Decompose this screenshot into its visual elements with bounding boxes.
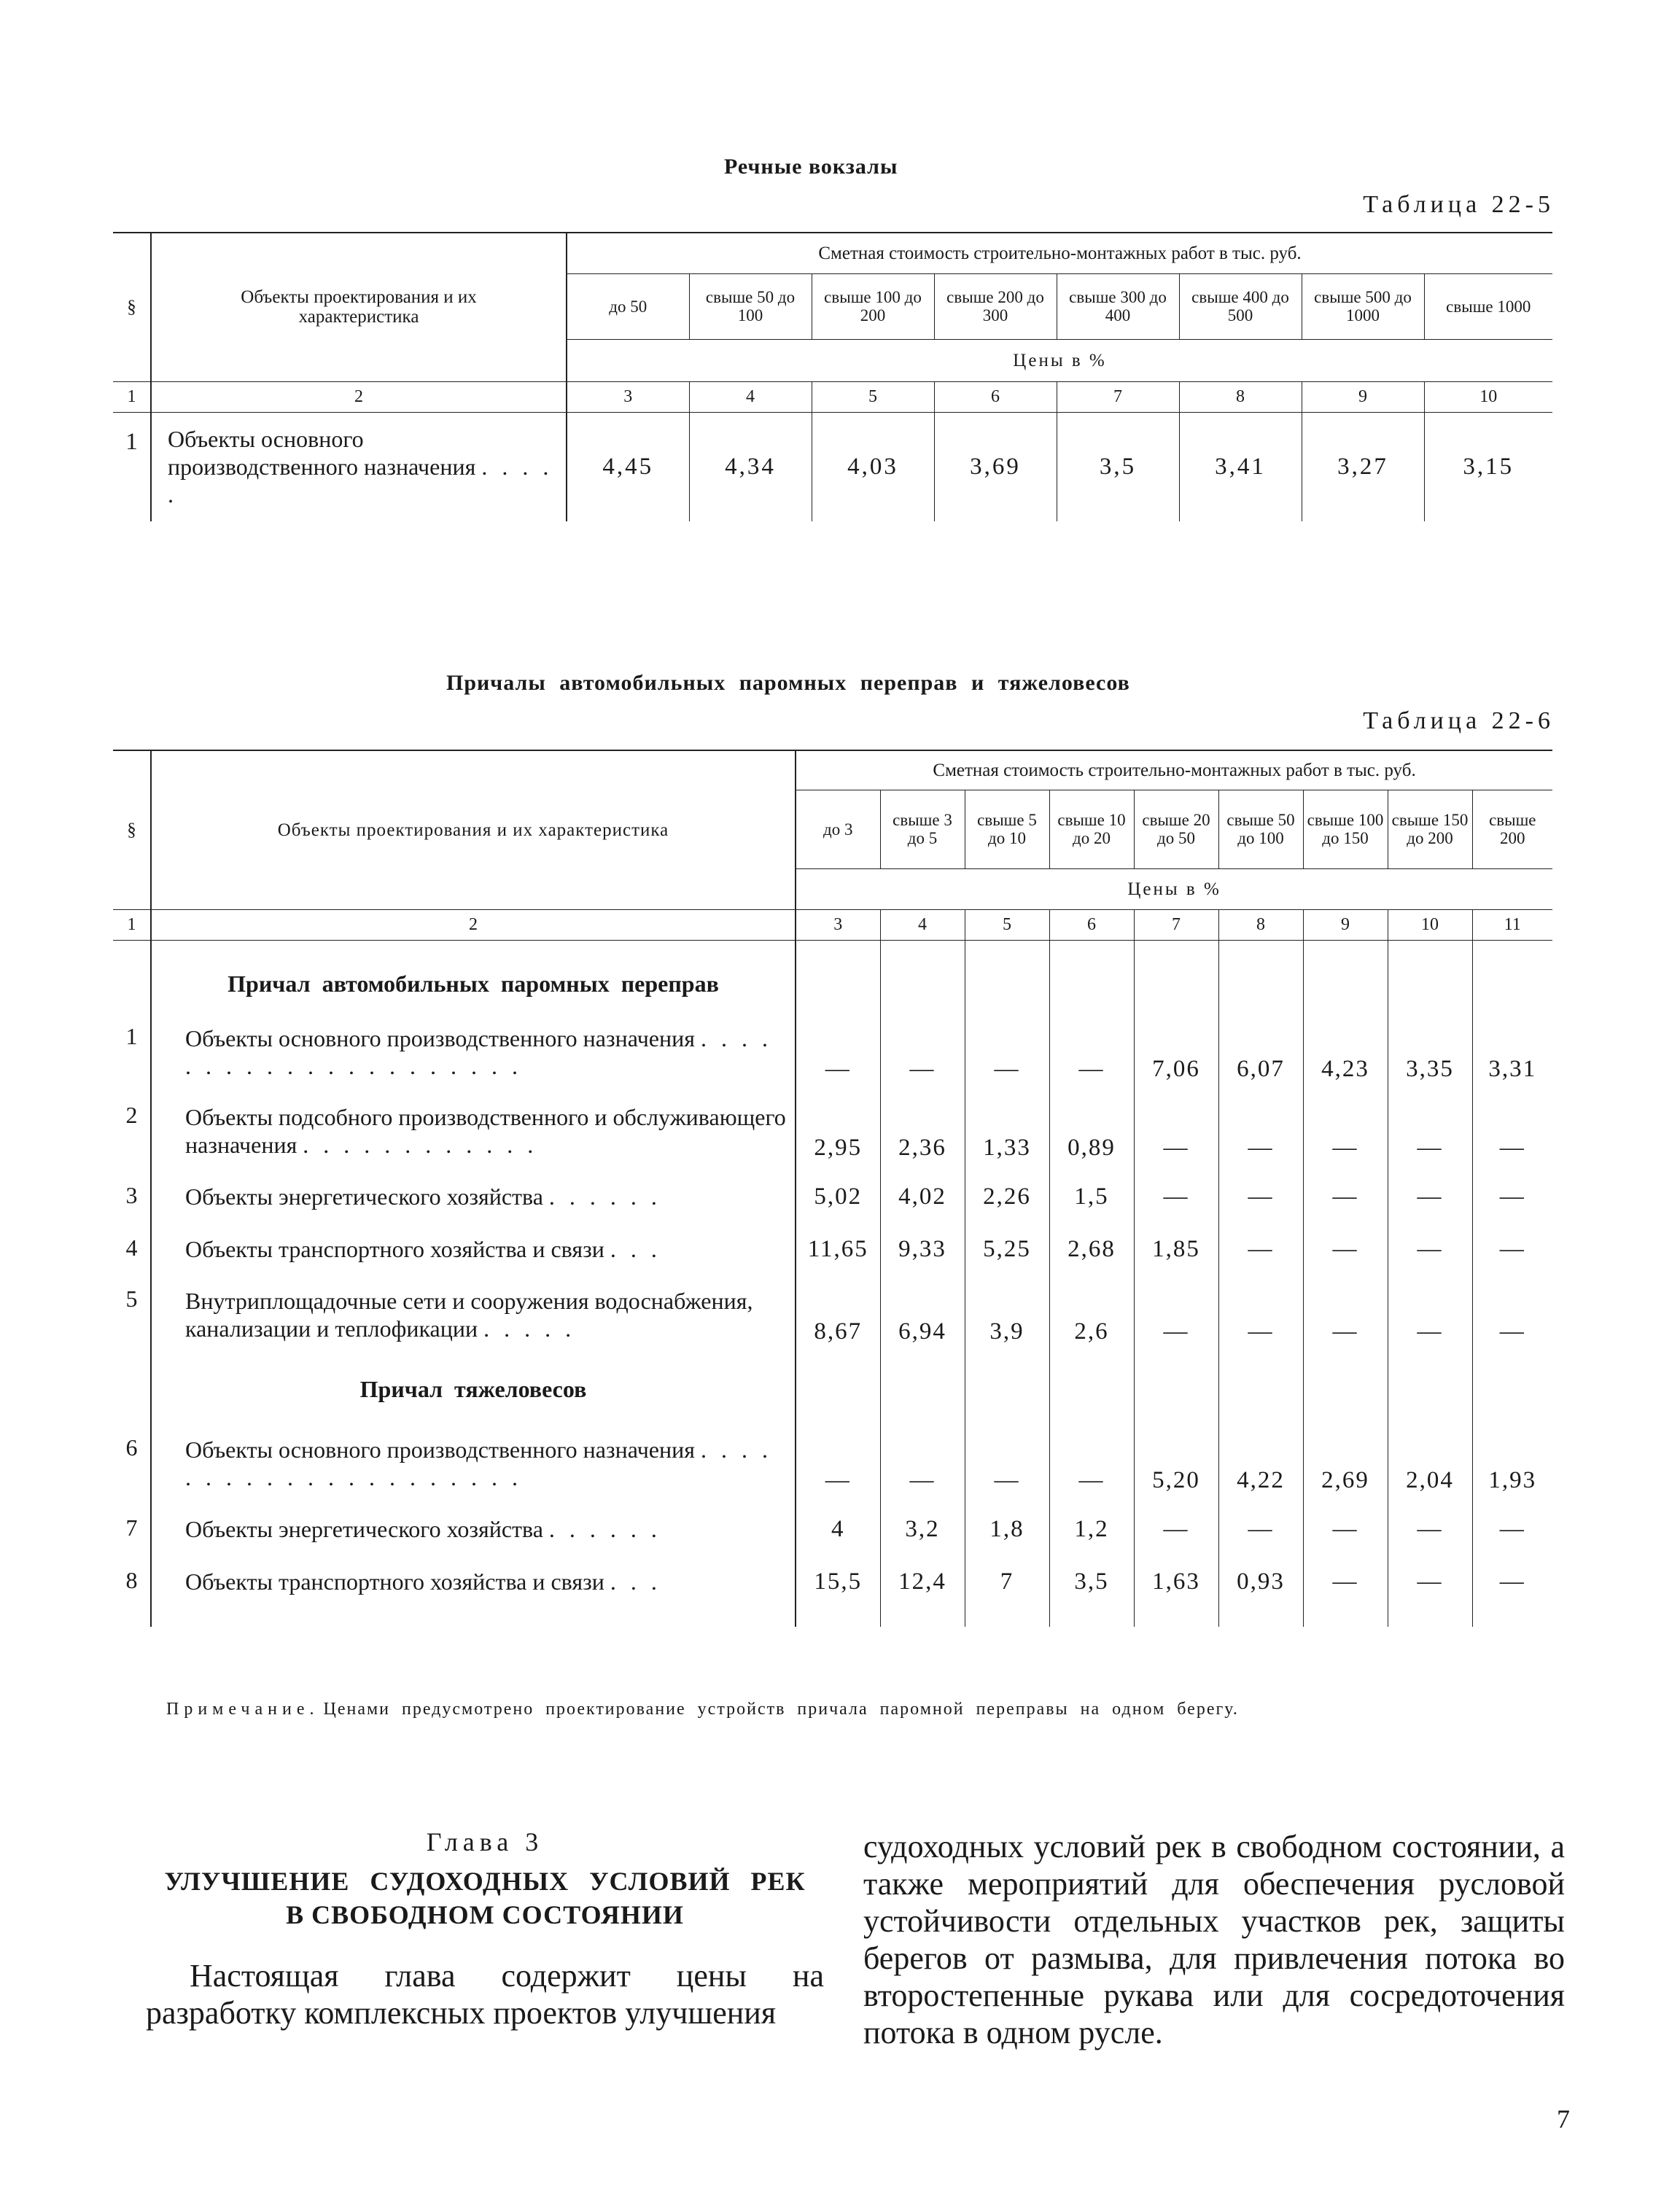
table-row — [113, 1013, 1552, 1092]
range-col-9: свыше 100 до 150 — [1303, 790, 1388, 868]
value-cell: 4,45 — [567, 412, 689, 521]
header-para: § — [113, 750, 151, 909]
range-col-6: свыше 200 до 300 — [934, 273, 1057, 339]
colnum-4: 4 — [689, 381, 812, 412]
value-cell: — — [1134, 1275, 1218, 1354]
value-cell: 5,25 — [965, 1223, 1049, 1275]
value-cell: 4,34 — [689, 412, 812, 521]
group-title: Причал тяжеловесов — [151, 1354, 796, 1424]
value-cell: 1,33 — [965, 1092, 1049, 1170]
value-cell: — — [1134, 1092, 1218, 1170]
range-col-7: свыше 300 до 400 — [1057, 273, 1179, 339]
row-label-text: Объекты основного производственного назначения — [185, 1025, 695, 1051]
value-cell: — — [1499, 1183, 1525, 1210]
colnum-1: 1 — [113, 909, 151, 940]
row-number: 8 — [113, 1555, 151, 1608]
row-label-text: Объекты энергетического хозяйства — [185, 1516, 543, 1542]
row-number: 3 — [113, 1170, 151, 1223]
value-cell: 0,89 — [1049, 1092, 1134, 1170]
header-prices: Цены в % — [796, 868, 1552, 909]
value-cell: — — [1303, 1275, 1388, 1354]
range-col-8: свыше 50 до 100 — [1218, 790, 1303, 868]
value-cell: 4,22 — [1218, 1424, 1303, 1503]
table-row — [113, 1223, 1552, 1275]
value-cell: — — [796, 1424, 880, 1503]
value-cell: — — [965, 1424, 1049, 1503]
value-cell: — — [1218, 1503, 1303, 1555]
header-cost: Сметная стоимость строительно-монтажных работ в тыс. руб. — [567, 233, 1552, 273]
colnum-5: 5 — [965, 909, 1049, 940]
value-cell: — — [1499, 1318, 1525, 1345]
row-label-dots: . . . — [610, 1568, 661, 1595]
value-cell: 8,67 — [796, 1275, 880, 1354]
table-row — [113, 1275, 1552, 1354]
value-cell: — — [1499, 1235, 1525, 1262]
value-cell: 9,33 — [880, 1223, 965, 1275]
value-cell: 6,07 — [1218, 1013, 1303, 1092]
range-col-4: свыше 50 до 100 — [689, 273, 812, 339]
colnum-1: 1 — [113, 381, 151, 412]
row-label-dots: . . . . . . . . . . . . . . . . . . . . . — [185, 1025, 772, 1079]
value-cell: 0,93 — [1218, 1555, 1303, 1608]
value-cell: 3,2 — [880, 1503, 965, 1555]
row-label-dots: . . . . . — [483, 1315, 576, 1342]
row-label — [151, 1424, 796, 1503]
value-cell: 1,85 — [1134, 1223, 1218, 1275]
value-cell: — — [1499, 1515, 1525, 1542]
value-cell: 5,20 — [1134, 1424, 1218, 1503]
colnum-6: 6 — [934, 381, 1057, 412]
page-number: 7 — [1557, 2104, 1570, 2134]
colnum-10: 10 — [1388, 909, 1472, 940]
section1-table-number: Таблица 22-5 — [1363, 191, 1555, 218]
value-cell: 3,27 — [1302, 412, 1424, 521]
range-col-4: свыше 3 до 5 — [880, 790, 965, 868]
row-number: 1 — [113, 1013, 151, 1092]
value-cell: 1,63 — [1134, 1555, 1218, 1608]
row-label-dots: . . . . . . . . . . . . . . . . . . . . . — [185, 1436, 772, 1490]
colnum-11: 11 — [1472, 909, 1552, 940]
value-cell: — — [1218, 1223, 1303, 1275]
section2-table-number: Таблица 22-6 — [1363, 707, 1555, 734]
table-row — [113, 412, 1552, 521]
value-cell: 7,06 — [1134, 1013, 1218, 1092]
value-cell: — — [965, 1013, 1049, 1092]
group-title: Причал автомобильных паромных переправ — [151, 940, 796, 1013]
value-cell: — — [1499, 1568, 1525, 1595]
value-cell: 2,36 — [880, 1092, 965, 1170]
value-cell: 5,02 — [796, 1170, 880, 1223]
row-label — [151, 1223, 796, 1275]
value-cell: — — [1388, 1170, 1472, 1223]
header-objects: Объекты проектирования и их характеристика — [151, 750, 796, 909]
value-cell: — — [1388, 1092, 1472, 1170]
colnum-8: 8 — [1218, 909, 1303, 940]
row-label — [151, 1555, 796, 1608]
colnum-10: 10 — [1424, 381, 1552, 412]
value-cell: 3,31 — [1488, 1056, 1537, 1082]
range-col-10: свыше 150 до 200 — [1388, 790, 1472, 868]
colnum-6: 6 — [1049, 909, 1134, 940]
value-cell: — — [1303, 1223, 1388, 1275]
value-cell: 2,69 — [1303, 1424, 1388, 1503]
note-label: Примечание. — [166, 1700, 319, 1719]
colnum-8: 8 — [1179, 381, 1302, 412]
colnum-5: 5 — [812, 381, 934, 412]
row-number: 1 — [113, 412, 151, 521]
value-cell: — — [1134, 1503, 1218, 1555]
range-col-3: до 50 — [567, 273, 689, 339]
header-prices: Цены в % — [567, 339, 1552, 381]
value-cell: 4,23 — [1303, 1013, 1388, 1092]
chapter-title-line1: УЛУЧШЕНИЕ СУДОХОДНЫХ УСЛОВИЙ РЕК — [164, 1867, 806, 1896]
value-cell: 1,5 — [1049, 1170, 1134, 1223]
value-cell: — — [1388, 1503, 1472, 1555]
section1-title: Речные вокзалы — [724, 155, 898, 179]
value-cell: — — [796, 1013, 880, 1092]
row-label-dots: . . . . . — [168, 454, 553, 508]
range-col-5: свыше 100 до 200 — [812, 273, 934, 339]
header-para: § — [113, 233, 151, 381]
range-col-7: свыше 20 до 50 — [1134, 790, 1218, 868]
row-number: 4 — [113, 1223, 151, 1275]
row-label — [151, 1275, 796, 1354]
row-label — [151, 1503, 796, 1555]
table-row — [113, 1503, 1552, 1555]
row-label — [151, 1092, 796, 1170]
table-22-6 — [113, 750, 1552, 1627]
group-title-row — [113, 1354, 1552, 1424]
row-label — [151, 1170, 796, 1223]
row-label-dots: . . . . . . — [548, 1183, 661, 1210]
value-cell: — — [1388, 1555, 1472, 1608]
range-col-6: свыше 10 до 20 — [1049, 790, 1134, 868]
value-cell: — — [1499, 1135, 1525, 1161]
value-cell: 3,15 — [1463, 453, 1514, 480]
value-cell: — — [1303, 1092, 1388, 1170]
row-label-dots: . . . — [610, 1236, 661, 1262]
value-cell: — — [1049, 1013, 1134, 1092]
value-cell: 2,26 — [965, 1170, 1049, 1223]
section2-title: Причалы автомобильных паромных переправ и тяжеловесов — [446, 671, 1130, 695]
value-cell: 6,94 — [880, 1275, 965, 1354]
row-number: 6 — [113, 1424, 151, 1503]
value-cell: 4,03 — [812, 412, 934, 521]
range-col-8: свыше 400 до 500 — [1179, 273, 1302, 339]
row-number: 5 — [113, 1275, 151, 1354]
value-cell: 15,5 — [796, 1555, 880, 1608]
value-cell: — — [1303, 1555, 1388, 1608]
range-col-10: свыше 1000 — [1446, 297, 1531, 316]
row-number: 2 — [113, 1092, 151, 1170]
value-cell: 3,5 — [1049, 1555, 1134, 1608]
row-label — [151, 1013, 796, 1092]
value-cell: 7 — [965, 1555, 1049, 1608]
value-cell: 2,95 — [796, 1092, 880, 1170]
value-cell: 2,6 — [1049, 1275, 1134, 1354]
row-number: 7 — [113, 1503, 151, 1555]
value-cell: 3,41 — [1179, 412, 1302, 521]
value-cell: 4,02 — [880, 1170, 965, 1223]
row-label — [151, 412, 567, 521]
header-cost: Сметная стоимость строительно-монтажных работ в тыс. руб. — [796, 750, 1552, 790]
row-label-text: Внутриплощадочные сети и сооружения водоснабжения, канализации и теплофикации — [185, 1288, 753, 1342]
range-col-11: свыше 200 — [1489, 811, 1536, 847]
row-label-text: Объекты подсобного производственного и обслуживающего назначения — [185, 1104, 786, 1158]
colnum-3: 3 — [567, 381, 689, 412]
group-title-row — [113, 940, 1552, 1013]
value-cell: 12,4 — [880, 1555, 965, 1608]
value-cell: 3,69 — [934, 412, 1057, 521]
value-cell: 1,2 — [1049, 1503, 1134, 1555]
value-cell: 2,04 — [1388, 1424, 1472, 1503]
table-row — [113, 1424, 1552, 1503]
row-label-text: Объекты основного производственного назначения — [185, 1436, 695, 1463]
value-cell: 3,35 — [1388, 1013, 1472, 1092]
table-row — [113, 1170, 1552, 1223]
colnum-3: 3 — [796, 909, 880, 940]
colnum-2: 2 — [151, 381, 567, 412]
table-row — [113, 1092, 1552, 1170]
header-objects: Объекты проектирования и их характеристика — [151, 233, 567, 381]
table-row — [113, 1555, 1552, 1608]
row-label-text: Объекты транспортного хозяйства и связи — [185, 1236, 604, 1262]
row-label-dots: . . . . . . . . . . . . — [303, 1132, 538, 1158]
table-note — [166, 1700, 1239, 1719]
value-cell: — — [1218, 1170, 1303, 1223]
value-cell: — — [1218, 1092, 1303, 1170]
note-text: Ценами предусмотрено проектирование устройств причала паромной переправы на одном берегу. — [323, 1700, 1239, 1719]
row-label-text: Объекты энергетического хозяйства — [185, 1183, 543, 1210]
range-col-5: свыше 5 до 10 — [965, 790, 1049, 868]
range-col-3: до 3 — [796, 790, 880, 868]
value-cell: 11,65 — [796, 1223, 880, 1275]
chapter-heading — [146, 1827, 824, 1932]
value-cell: — — [1218, 1275, 1303, 1354]
row-label-text: Объекты транспортного хозяйства и связи — [185, 1568, 604, 1595]
value-cell: — — [1134, 1170, 1218, 1223]
colnum-9: 9 — [1303, 909, 1388, 940]
value-cell: — — [1303, 1170, 1388, 1223]
value-cell: — — [1049, 1424, 1134, 1503]
table-22-5 — [113, 232, 1552, 521]
value-cell: 1,93 — [1488, 1467, 1537, 1493]
range-col-9: свыше 500 до 1000 — [1302, 273, 1424, 339]
value-cell: 4 — [796, 1503, 880, 1555]
value-cell: — — [880, 1424, 965, 1503]
value-cell: — — [880, 1013, 965, 1092]
chapter-paragraph-right: судоходных условий рек в свободном состоянии, а также мероприятий для обеспечения русловой устойчивости отдельных участков рек, защиты берегов от размыва, для привлечения потока во второстепенные рукава или для сосредоточения потока в одном русле. — [863, 1829, 1565, 2050]
value-cell: — — [1303, 1503, 1388, 1555]
chapter-paragraph-left: Настоящая глава содержит цены на разработку комплексных проектов улучшения — [146, 1958, 824, 2031]
chapter-title-line2: В СВОБОДНОМ СОСТОЯНИИ — [286, 1900, 684, 1929]
row-label-dots: . . . . . . — [548, 1516, 661, 1542]
value-cell: 3,9 — [965, 1275, 1049, 1354]
value-cell: 3,5 — [1057, 412, 1179, 521]
value-cell: — — [1388, 1223, 1472, 1275]
value-cell: 1,8 — [965, 1503, 1049, 1555]
colnum-7: 7 — [1134, 909, 1218, 940]
row-label-text: Объекты основного производственного назначения — [168, 426, 476, 481]
colnum-7: 7 — [1057, 381, 1179, 412]
chapter-label: Глава 3 — [426, 1827, 544, 1856]
colnum-2: 2 — [151, 909, 796, 940]
colnum-4: 4 — [880, 909, 965, 940]
value-cell: — — [1388, 1275, 1472, 1354]
value-cell: 2,68 — [1049, 1223, 1134, 1275]
colnum-9: 9 — [1302, 381, 1424, 412]
